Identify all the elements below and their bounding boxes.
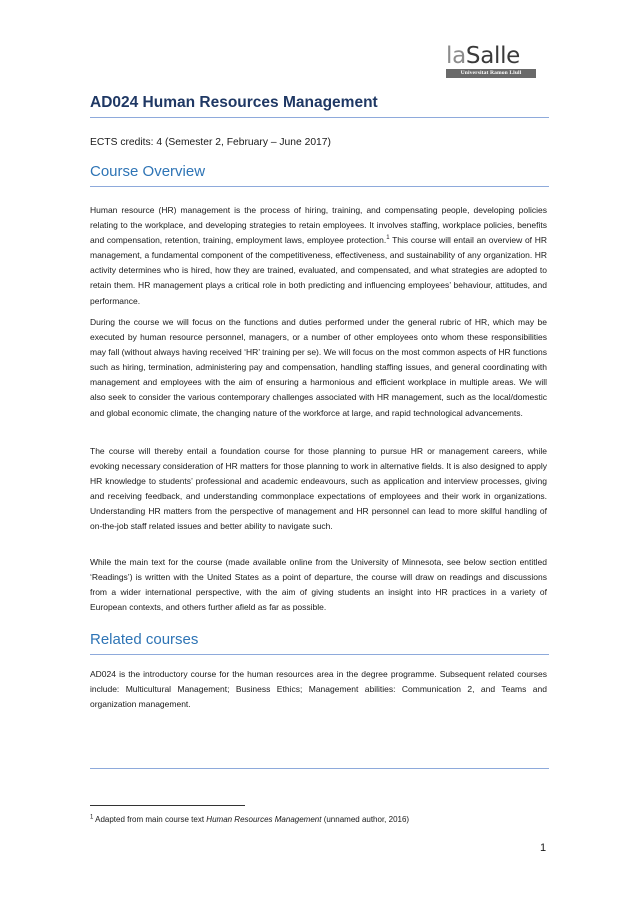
overview-paragraph-1: Human resource (HR) management is the process of hiring, training, and compensating people, developing policies relating to the workplace, and developing strategies to retain employees. It involves staffing, workplace policies, benefits and compensation, retention, training, employment laws, employee protection.$^1$ This course will entail an overview of HR management, a fundamental component of the competitiveness, effectiveness, and sustainability of any organization. HR activity determines who is hired, how they are trained, evaluated, and compensated, and what strategies are adopted to retain them. HR management plays a critical role in both predicting and influencing employees’ behaviour, attitudes, and performance. <box>90 205 548 306</box>
overview-paragraph-2: During the course we will focus on the functions and duties performed under the general rubric of HR, which may be executed by human resource personnel, managers, or a number of other employees onto whom these responsibilities may fall (without always having received ‘HR’ training per se). We will focus on the most common aspects of HR functions such as hiring, termination, administering pay and compensation, handling staffing issues, and general coordinating with management and employees with the aim of ensuring a harmonious and efficient workplace in multiple areas. We will also seek to consider the various contemporary challenges associated with HR management, such as the local/domestic and global economic climate, the changing nature of the workforce at large, and rapid technological advancements. <box>90 317 547 418</box>
footnote-separator <box>90 805 245 806</box>
related-divider <box>90 654 549 655</box>
ects-credits: ECTS credits: 4 (Semester 2, February – June 2017) <box>90 137 331 148</box>
course-overview-heading: Course Overview <box>90 163 206 180</box>
related-courses-paragraph: AD024 is the introductory course for the human resources area in the degree programme. Subsequent related courses include: Multicultural Management; Business Ethics; Management abilities: Communication 2, and Teams and organization management. <box>90 669 547 710</box>
page-title: AD024 Human Resources Management <box>90 94 378 111</box>
title-divider <box>90 117 549 118</box>
related-courses-heading: Related courses <box>90 631 199 648</box>
overview-divider <box>90 186 549 187</box>
footnote: $^1$ Adapted from main course text Human Resources Management (unnamed author, 2016) <box>90 814 410 824</box>
footnote-reference: 1 <box>386 235 390 242</box>
overview-paragraph-4: While the main text for the course (made available online from the University of Minnesota, see below section entitled ‘Readings’) is written with the United States as a point of departure, the course will draw on readings and discussions from a wider international perspective, with the aim of giving students an insight into HR practices in a variety of European contexts, and others further afield as far as possible. <box>90 557 547 613</box>
lasalle-logo <box>446 44 536 78</box>
bottom-divider <box>90 768 549 769</box>
page-number: 1 <box>540 842 547 854</box>
logo-wordmark: laSalle <box>446 43 521 69</box>
logo-subtitle: Universitat Ramon Llull <box>446 69 536 78</box>
overview-paragraph-3: The course will thereby entail a foundation course for those planning to pursue HR or management careers, while evoking necessary consideration of HR matters for those planning to work in alternative fields. It is also designed to apply HR knowledge to students’ professional and academic endeavours, such as application and interview processes, giving and receiving feedback, and understanding commonplace expectations of employees and their work in organizations. Understanding HR matters from the perspective of management and HR personnel can lead to more skilful handling of on-the-job staff related issues and better ability to navigate such. <box>90 446 547 532</box>
